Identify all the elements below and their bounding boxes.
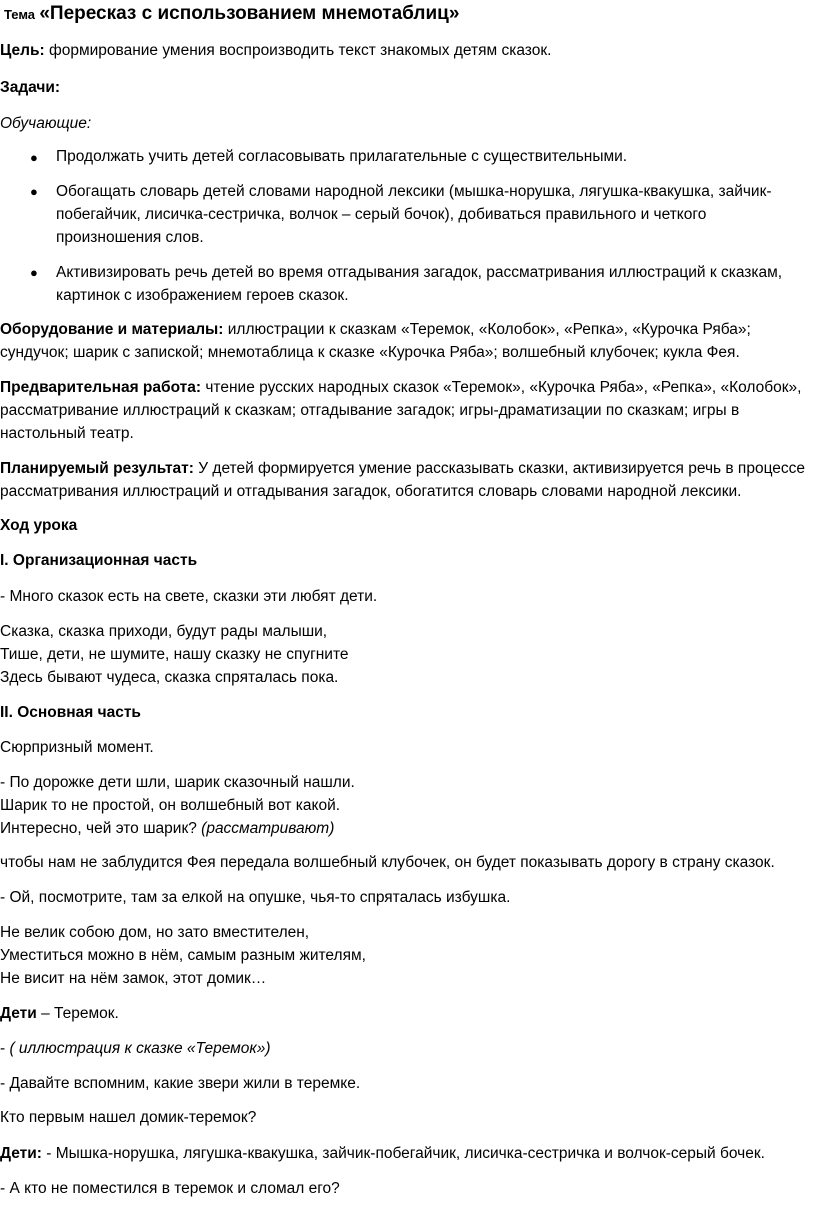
- kids-list-label: Дети:: [0, 1145, 42, 1162]
- kids-list-text: - Мышка-норушка, лягушка-квакушка, зайчик-побегайчик, лисичка-сестричка и волчок-серый бочек.: [41, 1145, 765, 1162]
- bullet-3-line-1: Активизировать речь детей во время отгадывания загадок, рассматривания иллюстраций к сказкам,: [56, 264, 783, 281]
- result-label: Планируемый результат:: [0, 460, 194, 477]
- bullet-3-line-2: картинок с изображением героев сказок.: [56, 287, 349, 304]
- bullet-icon: ●: [30, 184, 38, 199]
- equipment-line-1: [0, 320, 751, 340]
- title-text: «Пересказ с использованием мнемотаблиц»: [39, 3, 460, 24]
- bullet-1-line-1: Продолжать учить детей согласовывать прилагательные с существительными.: [56, 148, 628, 165]
- surprise-line: Сюрпризный момент.: [0, 739, 154, 756]
- prework-line-1: [0, 378, 801, 398]
- illustration-remark: ( иллюстрация к сказке «Теремок»): [9, 1040, 271, 1057]
- poem2-line-1: - По дорожке дети шли, шарик сказочный нашли.: [0, 774, 355, 791]
- part2-heading: II. Основная часть: [0, 704, 141, 721]
- kids-answer-line: [0, 1004, 119, 1024]
- fairy-line: чтобы нам не заблудится Фея передала волшебный клубочек, он будет показывать дорогу в страну сказок.: [0, 854, 775, 871]
- goal-line: [0, 41, 551, 61]
- tasks-heading: Задачи:: [0, 79, 61, 96]
- riddle-line-3: Не висит на нём замок, этот домик…: [0, 970, 267, 987]
- prework-line-3: настольный театр.: [0, 425, 134, 442]
- prework-line-2: рассматривание иллюстраций к сказкам; отгадывание загадок; игры-драматизации по сказкам; игры в: [0, 402, 740, 419]
- poem1-line-1: Сказка, сказка приходи, будут рады малыши,: [0, 623, 328, 640]
- equipment-label: Оборудование и материалы:: [0, 321, 224, 338]
- lesson-heading: Ход урока: [0, 517, 78, 534]
- result-line-1: [0, 459, 805, 479]
- poem2-line-2: Шарик то не простой, он волшебный вот какой.: [0, 797, 341, 814]
- result-line-2: рассматривания иллюстраций и отгадывания загадок, обогатится словарь словами народной лексики.: [0, 483, 742, 500]
- illustration-prefix: -: [0, 1040, 10, 1057]
- recall-line: - Давайте вспомним, какие звери жили в теремке.: [0, 1075, 361, 1092]
- bullet-icon: ●: [30, 265, 38, 280]
- prework-label: Предварительная работа:: [0, 379, 202, 396]
- poem1-line-3: Здесь бывают чудеса, сказка спряталась пока.: [0, 669, 339, 686]
- equipment-text: иллюстрации к сказкам «Теремок, «Колобок», «Репка», «Курочка Ряба»;: [223, 321, 751, 338]
- kids-label: Дети: [0, 1005, 37, 1022]
- last-question-line: - А кто не поместился в теремок и сломал его?: [0, 1180, 340, 1197]
- result-text: У детей формируется умение рассказывать сказки, активизируется речь в процессе: [193, 460, 806, 477]
- title-label: Тема: [4, 7, 36, 22]
- goal-label: Цель:: [0, 42, 45, 59]
- kids-list-line: [0, 1144, 765, 1164]
- goal-text: формирование умения воспроизводить текст знакомых детям сказок.: [44, 42, 552, 59]
- poem1-line-2: Тише, дети, не шумите, нашу сказку не спугните: [0, 646, 349, 663]
- riddle-line-1: Не велик собою дом, но зато вместителен,: [0, 924, 310, 941]
- prework-text: чтение русских народных сказок «Теремок», «Курочка Ряба», «Репка», «Колобок»,: [201, 379, 802, 396]
- kids-answer-text: – Теремок.: [36, 1005, 119, 1022]
- intro-line: - Много сказок есть на свете, сказки эти любят дети.: [0, 588, 378, 605]
- riddle-line-2: Уместиться можно в нём, самым разным жителям,: [0, 947, 366, 964]
- bullet-2-line-1: Обогащать словарь детей словами народной лексики (мышка-норушка, лягушка-квакушка, зайчик-: [56, 183, 772, 200]
- hut-line: - Ой, посмотрите, там за елкой на опушке, чья-то спряталась избушка.: [0, 889, 511, 906]
- part1-heading: I. Организационная часть: [0, 552, 198, 569]
- bullet-icon: ●: [30, 150, 38, 165]
- teaching-heading: Обучающие:: [0, 115, 92, 132]
- equipment-line-2: сундучок; шарик с запиской; мнемотаблица к сказке «Курочка Ряба»; волшебный клубочек; кукла Фея.: [0, 344, 740, 361]
- bullet-2-line-2: побегайчик, лисичка-сестричка, волчок – серый бочок), добиваться правильного и четкого: [56, 206, 707, 223]
- bullet-2-line-3: произношения слов.: [56, 229, 204, 246]
- poem2-remark: (рассматривают): [201, 820, 335, 837]
- poem2-line-3: [0, 819, 334, 839]
- question-line: Кто первым нашел домик-теремок?: [0, 1109, 257, 1126]
- page-title: [4, 4, 459, 25]
- illustration-line: [0, 1039, 271, 1059]
- poem2-question: Интересно, чей это шарик?: [0, 820, 202, 837]
